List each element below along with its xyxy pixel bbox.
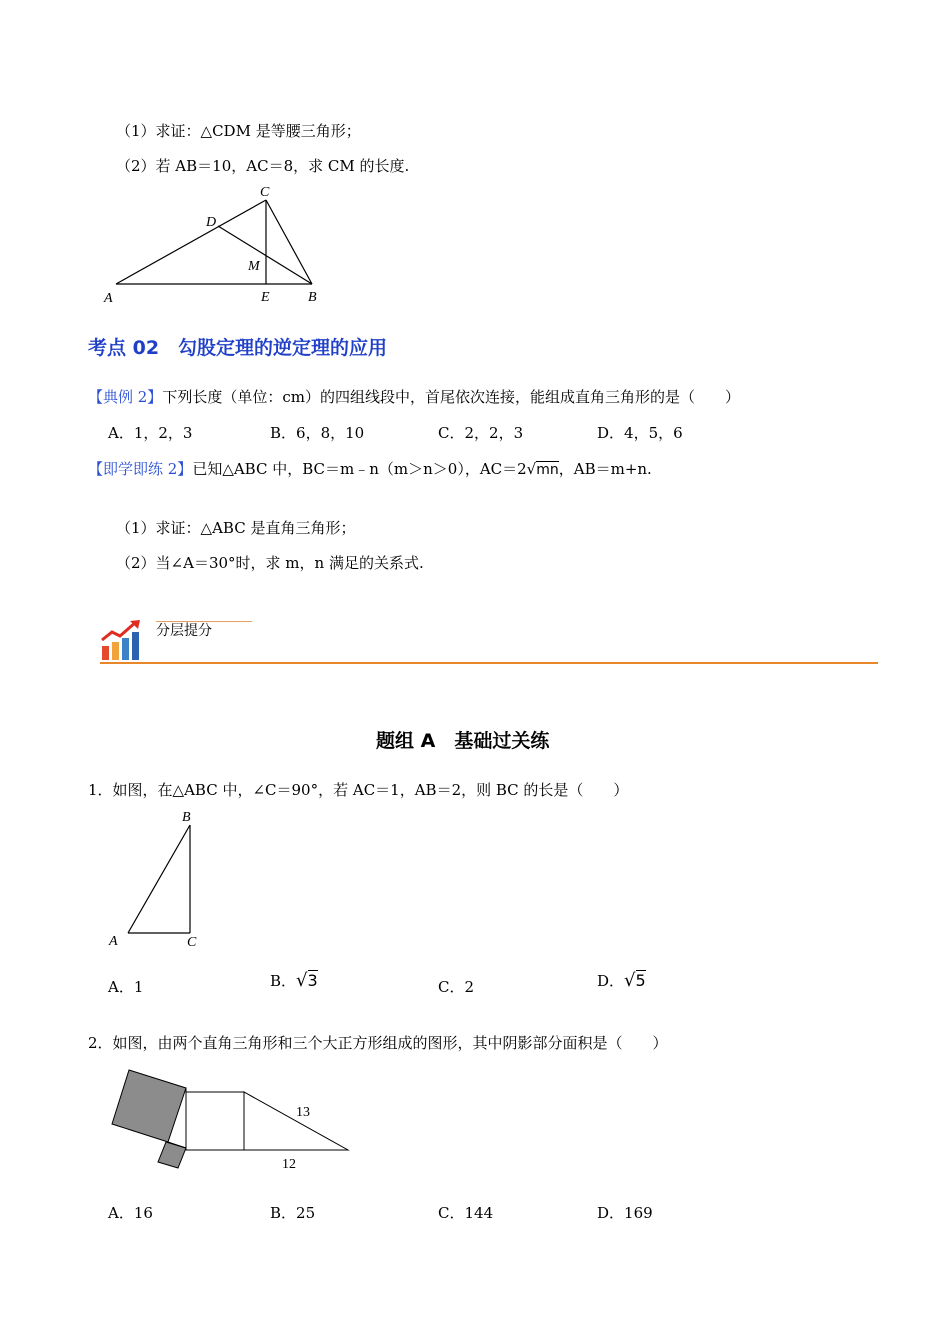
q1-option-c-value: 2: [464, 978, 475, 996]
big-triangle: [244, 1092, 348, 1150]
label-c: C: [187, 935, 197, 950]
label-a: A: [109, 934, 118, 949]
example-2-option-d: D．4，5，6: [597, 424, 683, 442]
q1-option-b-letter: B．: [270, 972, 297, 990]
label-a: A: [104, 291, 113, 306]
segment-cb: [266, 200, 312, 284]
segment-db: [218, 226, 312, 284]
segment-ab: [128, 825, 190, 933]
example-2-option-a: A．1，2，3: [108, 424, 193, 442]
shaded-square-large: [112, 1070, 186, 1142]
q1-option-c: [438, 976, 474, 997]
sqrt-mn: mn: [536, 462, 559, 478]
example-2-tag: 【典例 2】: [88, 388, 163, 406]
q1-option-a-letter: A．: [108, 978, 134, 996]
practice-2-line: [88, 458, 652, 479]
example-2-question: 下列长度（单位：cm）的四组线段中，首尾依次连接，能组成直角三角形的是（ ）: [162, 388, 740, 406]
figure-triangle-cdm: [100, 180, 340, 310]
label-hypotenuse: 13: [296, 1105, 310, 1120]
group-a-title: 题组 A 基础过关练: [376, 730, 550, 752]
q1-option-c-letter: C．: [438, 978, 465, 996]
q2-option-a: A．16: [108, 1204, 153, 1222]
sqrt-icon: √: [526, 460, 537, 478]
example-2-option-c: C．2，2，3: [438, 424, 524, 442]
problem-part-2: （2）若 AB＝10，AC＝8，求 CM 的长度.: [116, 157, 410, 175]
practice-2-question-prefix: 已知△ABC 中，BC＝m﹣n（m＞n＞0），AC＝2: [192, 460, 527, 478]
practice-2-question-suffix: ，AB＝m+n.: [558, 460, 652, 478]
label-c: C: [260, 185, 270, 200]
example-2-line: [88, 386, 740, 407]
label-b: B: [182, 810, 191, 825]
q1-option-d-value: 5: [635, 971, 646, 990]
q1-option-a: [108, 976, 143, 997]
label-e: E: [261, 290, 270, 305]
section-title: 考点 02 勾股定理的逆定理的应用: [88, 337, 388, 359]
q2-option-d: D．169: [597, 1204, 653, 1222]
q2-option-c: C．144: [438, 1204, 494, 1222]
q2-text: 2．如图，由两个直角三角形和三个大正方形组成的图形，其中阴影部分面积是（ ）: [88, 1034, 668, 1052]
label-m: M: [248, 259, 260, 274]
practice-2-part-2: （2）当∠A＝30°时，求 m，n 满足的关系式.: [116, 554, 424, 572]
example-2-option-b: B．6，8，10: [270, 424, 365, 442]
banner-top-rule: [156, 621, 252, 622]
practice-2-part-1: （1）求证：△ABC 是直角三角形；: [116, 519, 356, 537]
label-base: 12: [282, 1157, 296, 1172]
practice-2-tag: 【即学即练 2】: [88, 460, 193, 478]
banner-title: 分层提分: [156, 623, 212, 639]
q2-figure-squares: [100, 1062, 360, 1182]
growth-chart-icon: [100, 618, 144, 662]
q2-option-b: B．25: [270, 1204, 316, 1222]
q1-option-d: [597, 970, 646, 991]
label-d: D: [206, 215, 217, 230]
problem-part-1: （1）求证：△CDM 是等腰三角形；: [116, 122, 361, 140]
q1-option-a-value: 1: [133, 978, 144, 996]
label-b: B: [308, 290, 317, 305]
q1-option-d-letter: D．: [597, 972, 625, 990]
q1-text: 1．如图，在△ABC 中，∠C＝90°，若 AC＝1，AB＝2，则 BC 的长是（ ）: [88, 781, 629, 799]
shaded-square-small: [158, 1142, 186, 1168]
section-banner: [100, 614, 878, 666]
white-square: [186, 1092, 244, 1150]
q1-figure-triangle: [100, 805, 220, 955]
sqrt-icon: √: [624, 970, 636, 991]
banner-divider: [100, 662, 878, 664]
q1-option-b: [270, 970, 318, 991]
q1-option-b-value: 3: [307, 971, 318, 990]
sqrt-icon: √: [296, 970, 308, 991]
